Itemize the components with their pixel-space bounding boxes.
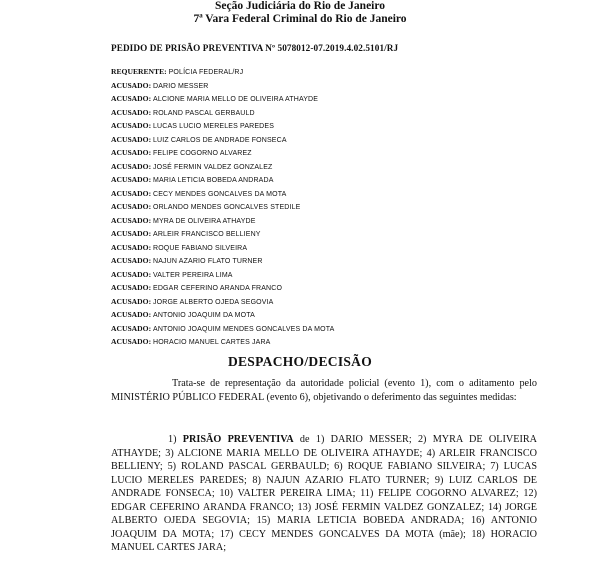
party-role: REQUERENTE xyxy=(111,67,165,76)
party-role: ACUSADO xyxy=(111,148,149,158)
party-name: ARLEIR FRANCISCO BELLIENY xyxy=(153,231,261,239)
party-row xyxy=(111,268,334,282)
party-role: ACUSADO xyxy=(111,310,149,320)
party-separator: : xyxy=(148,215,153,225)
party-name: MYRA DE OLIVEIRA ATHAYDE xyxy=(153,217,256,225)
case-number-title: PEDIDO DE PRISÃO PREVENTIVA Nº 5078012-07.2019.4.02.5101/RJ xyxy=(111,43,399,53)
party-row xyxy=(111,308,334,322)
party-name: ANTONIO JOAQUIM DA MOTA xyxy=(153,312,255,320)
party-role: ACUSADO xyxy=(111,215,149,225)
party-separator: : xyxy=(148,148,153,158)
party-name: ROLAND PASCAL GERBAULD xyxy=(153,109,255,117)
party-row xyxy=(111,160,334,174)
party-role: ACUSADO xyxy=(111,337,149,347)
measure-text: de 1) DARIO MESSER; 2) MYRA DE OLIVEIRA ATHAYDE; 3) ALCIONE MARIA MELLO DE OLIVEIRA ATHAYDE; 4) ARLEIR FRANCISCO BELLIENY; 5) ROLAND PASCAL GERBAULD; 6) ROQUE FABIANO SILVEIRA; 7) LUCAS LUCIO MERELES PAREDES; 8) NAJUN AZARIO FLATO TURNER; 9) LUIZ CARLOS DE ANDRADE FONSECA; 10) VALTER PEREIRA LIMA; 11) FELIPE COGORNO ALVAREZ; 12) EDGAR CEFERINO ARANDA FRANCO; 13) JOSÉ FERMIN VALDEZ GONZALEZ; 14) JORGE ALBERTO OJEDA SEGOVIA; 15) MARIA LETICIA BOBEDA ANDRADA; 16) ANTONIO JOAQUIM DA MOTA; 17) CECY MENDES GONCALVES DA MOTA (mãe); 18) HORACIO MANUEL CARTES JARA; xyxy=(111,434,537,553)
party-name: ALCIONE MARIA MELLO DE OLIVEIRA ATHAYDE xyxy=(153,96,319,104)
party-separator: : xyxy=(148,242,153,252)
party-name: DARIO MESSER xyxy=(153,82,209,90)
party-name: HORACIO MANUEL CARTES JARA xyxy=(153,339,271,347)
intro-paragraph: Trata-se de representação da autoridade policial (evento 1), com o aditamento pelo MINISTÉRIO PÚBLICO FEDERAL (evento 6), objetivando o deferimento das seguintes medidas: xyxy=(111,378,537,403)
party-role: ACUSADO xyxy=(111,296,149,306)
party-row xyxy=(111,173,334,187)
party-name: ORLANDO MENDES GONCALVES STEDILE xyxy=(153,204,301,212)
party-row xyxy=(111,335,334,349)
party-row xyxy=(111,322,334,336)
party-role: ACUSADO xyxy=(111,188,149,198)
party-name: JORGE ALBERTO OJEDA SEGOVIA xyxy=(153,298,274,306)
party-role: ACUSADO xyxy=(111,134,149,144)
party-row xyxy=(111,214,334,228)
party-name: JOSÉ FERMIN VALDEZ GONZALEZ xyxy=(153,163,273,171)
party-role: ACUSADO xyxy=(111,80,149,90)
party-name: POLÍCIA FEDERAL/RJ xyxy=(168,69,244,76)
party-row xyxy=(111,295,334,309)
party-row xyxy=(111,146,334,160)
party-role: ACUSADO xyxy=(111,202,149,212)
party-separator: : xyxy=(148,94,153,104)
party-separator: : xyxy=(148,256,153,266)
party-row xyxy=(111,133,334,147)
court-section-header: Seção Judiciária do Rio de Janeiro xyxy=(214,0,386,12)
party-name: LUCAS LUCIO MERELES PAREDES xyxy=(153,123,275,131)
party-row xyxy=(111,281,334,295)
measures-paragraph xyxy=(111,433,537,555)
party-role: ACUSADO xyxy=(111,256,149,266)
party-role: ACUSADO xyxy=(111,121,149,131)
party-row xyxy=(111,241,334,255)
party-separator: : xyxy=(148,80,153,90)
section-title: DESPACHO/DECISÃO xyxy=(227,354,373,369)
party-separator: : xyxy=(148,107,153,117)
party-separator: : xyxy=(148,269,153,279)
party-name: CECY MENDES GONCALVES DA MOTA xyxy=(153,190,287,198)
party-row xyxy=(111,106,334,120)
party-role: ACUSADO xyxy=(111,161,149,171)
party-role: ACUSADO xyxy=(111,269,149,279)
party-name: LUIZ CARLOS DE ANDRADE FONSECA xyxy=(153,136,287,144)
party-row xyxy=(111,227,334,241)
party-role: ACUSADO xyxy=(111,175,149,185)
party-name: NAJUN AZARIO FLATO TURNER xyxy=(153,258,263,266)
party-separator: : xyxy=(148,296,153,306)
party-separator: : xyxy=(148,283,153,293)
party-row xyxy=(111,254,334,268)
party-list xyxy=(111,65,334,349)
party-separator: : xyxy=(148,134,153,144)
party-role: ACUSADO xyxy=(111,94,149,104)
party-separator: : xyxy=(148,310,153,320)
party-role: ACUSADO xyxy=(111,283,149,293)
party-role: ACUSADO xyxy=(111,107,149,117)
party-row xyxy=(111,200,334,214)
party-separator: : xyxy=(148,229,153,239)
party-separator: : xyxy=(148,202,153,212)
party-name: ANTONIO JOAQUIM MENDES GONCALVES DA MOTA xyxy=(153,325,335,333)
party-separator: : xyxy=(148,175,153,185)
party-separator: : xyxy=(164,67,169,76)
court-vara-header: 7ª Vara Federal Criminal do Rio de Janeiro xyxy=(193,13,407,25)
party-name: ROQUE FABIANO SILVEIRA xyxy=(153,244,248,252)
party-separator: : xyxy=(148,161,153,171)
party-row xyxy=(111,79,334,93)
party-row xyxy=(111,65,334,79)
measure-prefix: 1) xyxy=(168,434,183,445)
measure-label: PRISÃO PREVENTIVA xyxy=(182,434,294,445)
party-row xyxy=(111,119,334,133)
party-separator: : xyxy=(148,188,153,198)
party-name: MARIA LETICIA BOBEDA ANDRADA xyxy=(153,177,274,185)
party-row xyxy=(111,92,334,106)
party-row xyxy=(111,187,334,201)
party-role: ACUSADO xyxy=(111,242,149,252)
party-name: FELIPE COGORNO ALVAREZ xyxy=(153,150,252,158)
party-separator: : xyxy=(148,323,153,333)
party-separator: : xyxy=(148,121,153,131)
party-name: EDGAR CEFERINO ARANDA FRANCO xyxy=(153,285,283,293)
party-name: VALTER PEREIRA LIMA xyxy=(153,271,233,279)
party-separator: : xyxy=(148,337,153,347)
party-role: ACUSADO xyxy=(111,229,149,239)
party-role: ACUSADO xyxy=(111,323,149,333)
